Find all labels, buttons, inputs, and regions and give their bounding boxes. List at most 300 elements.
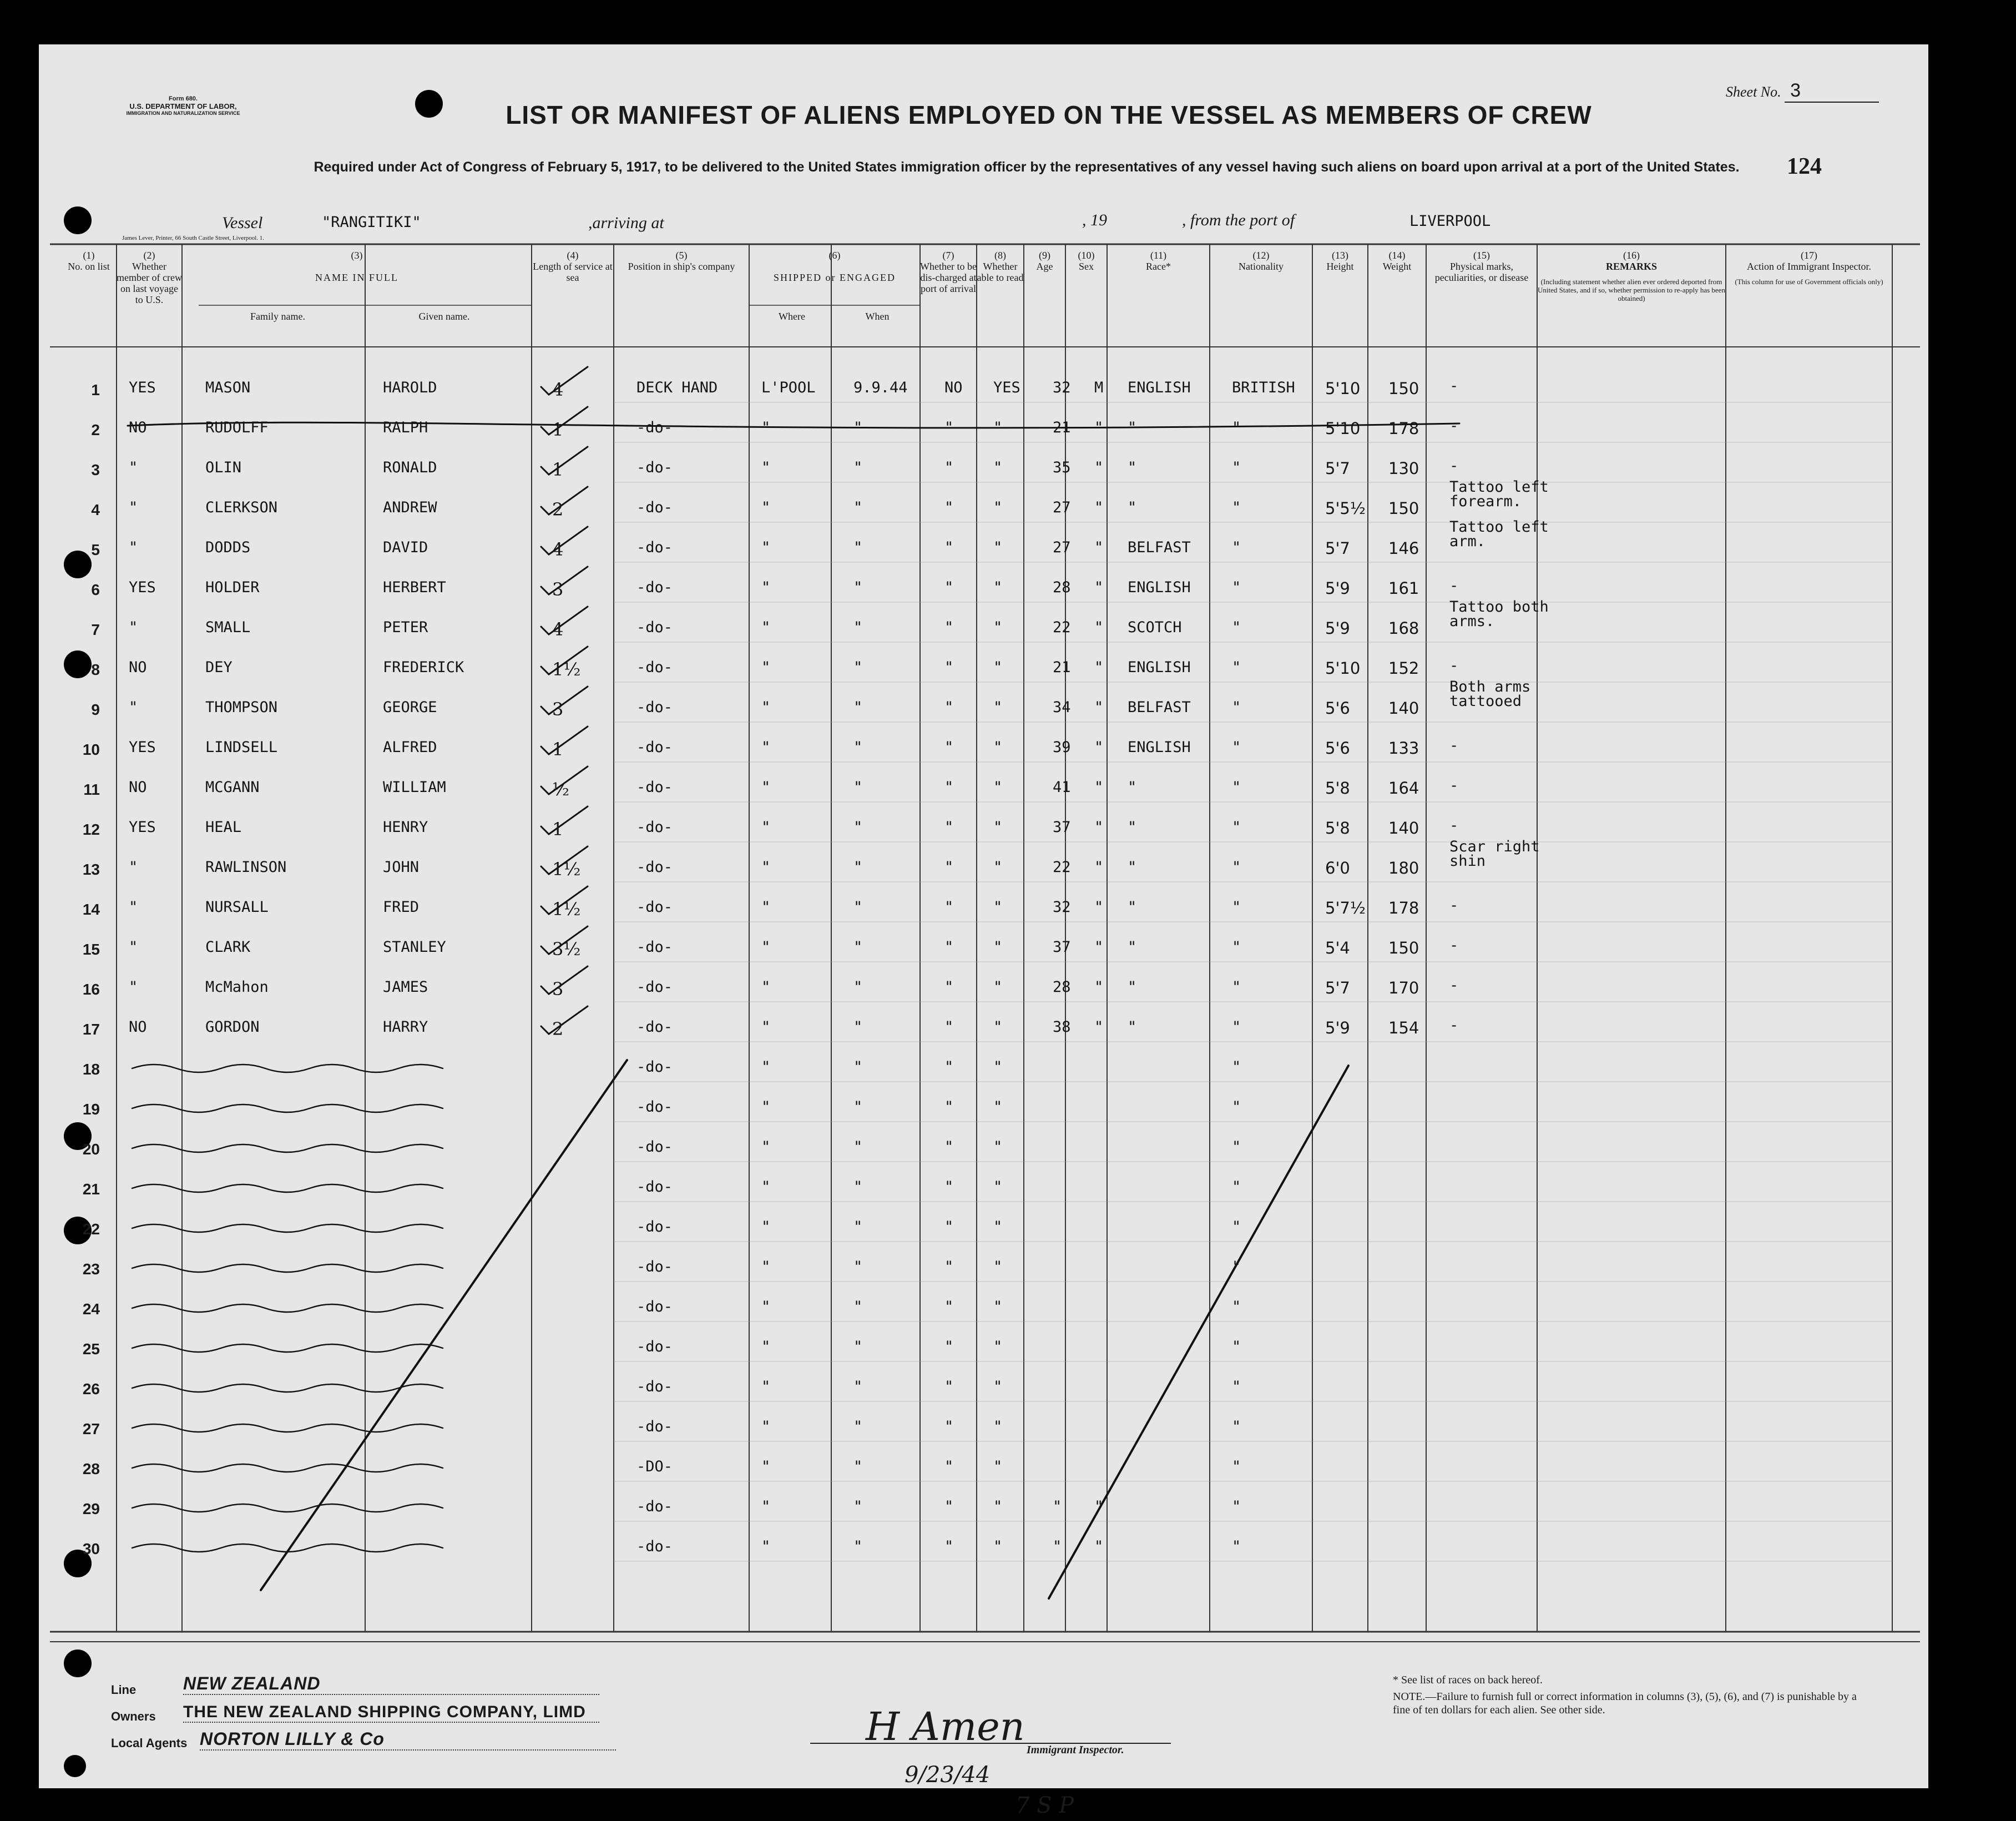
column-header-6 (749, 250, 920, 283)
cell-discharged: " (944, 539, 954, 556)
cell-read: " (993, 579, 1003, 596)
cell-discharged: " (944, 619, 954, 636)
column-subheader: Where (779, 311, 805, 322)
cell-when: " (853, 1498, 863, 1515)
cell-nationality: " (1232, 1378, 1241, 1395)
row-number: 23 (82, 1260, 100, 1278)
cell-where: " (761, 459, 771, 476)
cell-height: 5'8 (1325, 779, 1350, 798)
cell-voyage: YES (129, 739, 156, 756)
cell-read: " (993, 1458, 1003, 1475)
cell-read: " (993, 1178, 1003, 1195)
cell-service: 4 (552, 539, 564, 560)
cell-discharged: " (944, 899, 954, 916)
cell-where: " (761, 539, 771, 556)
cell-height: 5'7 (1325, 978, 1350, 997)
printer-credit: James Lever, Printer, 66 South Castle Street, Liverpool. 1. (122, 235, 265, 241)
cell-service: 3 (552, 579, 564, 600)
cell-weight: 152 (1388, 659, 1419, 678)
cell-discharged: " (944, 1538, 954, 1555)
cell-read: " (993, 1418, 1003, 1435)
cell-where: " (761, 899, 771, 916)
cell-weight: 154 (1388, 1018, 1419, 1037)
column-subheader: (This column for use of Government officials only) (1735, 278, 1883, 286)
cell-age: 39 (1053, 739, 1071, 756)
cell-sex: " (1094, 699, 1104, 716)
cell-service: ½ (552, 779, 570, 800)
cell-nationality: " (1232, 1098, 1241, 1116)
cell-marks: Tattoo left arm. (1449, 518, 1549, 550)
cell-discharged: " (944, 1298, 954, 1315)
cell-discharged: " (944, 1418, 954, 1435)
cell-read: " (993, 1018, 1003, 1036)
cell-given: WILLIAM (383, 779, 446, 796)
cell-position: -do- (636, 1378, 673, 1395)
cell-when: " (853, 1178, 863, 1195)
cell-discharged: " (944, 419, 954, 436)
cell-marks: Both arms tattooed (1449, 678, 1531, 710)
cell-race: ENGLISH (1128, 739, 1191, 756)
cell-height: 5'7½ (1325, 899, 1366, 917)
row-number: 9 (91, 701, 100, 718)
cell-age: 28 (1053, 978, 1071, 996)
cell-read: " (993, 859, 1003, 876)
cell-given: HENRY (383, 819, 428, 836)
cell-when: " (853, 859, 863, 876)
cell-read: " (993, 699, 1003, 716)
cell-nationality: " (1232, 939, 1241, 956)
column-number: (3) (351, 250, 363, 261)
cell-where: " (761, 1138, 771, 1156)
cell-where: " (761, 1298, 771, 1315)
column-label: Whether member of crew on last voyage to U.S. (117, 261, 182, 305)
cell-when: " (853, 1018, 863, 1036)
cell-discharged: " (944, 1258, 954, 1275)
cell-nationality: " (1232, 619, 1241, 636)
cell-race: ENGLISH (1128, 659, 1191, 676)
cell-race: " (1128, 859, 1137, 876)
cell-family: GORDON (205, 1018, 260, 1036)
wavy-cancel-line (132, 1304, 443, 1312)
cell-weight: 178 (1388, 899, 1419, 917)
cell-read: " (993, 1498, 1003, 1515)
race-note: * See list of races on back hereof. (1393, 1674, 1543, 1686)
column-label: No. on list (68, 261, 110, 272)
cell-voyage: " (129, 539, 138, 556)
cell-read: " (993, 1538, 1003, 1555)
cell-nationality: " (1232, 659, 1241, 676)
cell-weight: 150 (1388, 379, 1419, 398)
cell-family: HOLDER (205, 579, 260, 596)
cell-race: " (1128, 499, 1137, 516)
column-label: NAME IN FULL (315, 272, 398, 283)
cell-race: " (1128, 899, 1137, 916)
cell-discharged: " (944, 1178, 954, 1195)
handwritten-date: 9/23/44 (905, 1762, 991, 1788)
cell-service: 2 (552, 499, 564, 520)
cell-position: -DO- (636, 1458, 673, 1475)
cell-voyage: " (129, 619, 138, 636)
cell-family: RUDOLFF (205, 419, 269, 436)
row-number: 16 (82, 981, 100, 998)
cell-family: HEAL (205, 819, 242, 836)
wavy-cancel-line (132, 1344, 443, 1352)
column-header-8 (977, 250, 1024, 283)
cell-nationality: " (1232, 819, 1241, 836)
cell-discharged: " (944, 819, 954, 836)
cell-position: -do- (636, 1538, 673, 1555)
diagonal-cancel-stroke (1049, 1066, 1348, 1598)
cell-age: 22 (1053, 619, 1071, 636)
cell-marks: Scar right shin (1449, 838, 1540, 870)
cell-marks: - (1449, 777, 1459, 794)
cell-family: McMahon (205, 978, 269, 996)
cell-read: " (993, 1058, 1003, 1076)
cell-nationality: " (1232, 739, 1241, 756)
cell-sex: " (1094, 1538, 1104, 1555)
cell-read: YES (993, 379, 1020, 396)
cell-position: -do- (636, 1178, 673, 1195)
cell-where: " (761, 1218, 771, 1235)
cell-voyage: " (129, 699, 138, 716)
cell-read: " (993, 419, 1003, 436)
cell-nationality: " (1232, 1458, 1241, 1475)
cell-discharged: " (944, 1018, 954, 1036)
row-number: 17 (82, 1021, 100, 1038)
column-subheader: (Including statement whether alien ever ordered deported from United States, and if so, whether permission to re-apply has been obtained) (1538, 278, 1725, 302)
cell-age: " (1053, 1498, 1062, 1515)
cell-position: -do- (636, 1218, 673, 1235)
column-header-7 (920, 250, 977, 294)
column-label: Nationality (1239, 261, 1284, 272)
cell-marks: - (1449, 417, 1459, 435)
cell-where: " (761, 1098, 771, 1116)
cell-when: " (853, 1138, 863, 1156)
cell-given: HARRY (383, 1018, 428, 1036)
cell-where: " (761, 619, 771, 636)
cell-service: 1 (552, 419, 564, 440)
column-subheader: Family name. (250, 311, 305, 322)
column-subheader: Given name. (418, 311, 470, 322)
column-header-12 (1210, 250, 1312, 272)
row-number: 30 (82, 1540, 100, 1557)
cell-discharged: " (944, 859, 954, 876)
cell-nationality: " (1232, 1258, 1241, 1275)
check-mark (541, 806, 588, 834)
column-subheader: When (865, 311, 890, 322)
cell-position: -do- (636, 859, 673, 876)
cell-where: " (761, 819, 771, 836)
line-label: Line (111, 1683, 137, 1697)
cell-discharged: " (944, 939, 954, 956)
sheet-number-label: Sheet No. (1726, 84, 1781, 100)
cell-nationality: " (1232, 1138, 1241, 1156)
cell-nationality: " (1232, 1538, 1241, 1555)
cell-race: " (1128, 459, 1137, 476)
cell-position: -do- (636, 1098, 673, 1116)
inspector-label: Immigrant Inspector. (1027, 1744, 1124, 1756)
cell-position: -do- (636, 1258, 673, 1275)
cell-sex: " (1094, 419, 1104, 436)
cell-read: " (993, 779, 1003, 796)
from-port-label: , from the port of (1182, 211, 1295, 229)
cell-sex: " (1094, 579, 1104, 596)
column-label: Length of service at sea (533, 261, 613, 283)
from-port-value: LIVERPOOL (1409, 213, 1491, 230)
cell-service: 2 (552, 1018, 564, 1040)
cell-age: 32 (1053, 899, 1071, 916)
cell-weight: 146 (1388, 539, 1419, 558)
cell-where: " (761, 739, 771, 756)
cell-voyage: YES (129, 379, 156, 396)
cell-when: 9.9.44 (853, 379, 908, 396)
cell-height: 6'0 (1325, 859, 1350, 877)
cell-race: " (1128, 819, 1137, 836)
cell-where: " (761, 1538, 771, 1555)
cell-voyage: NO (129, 659, 147, 676)
cell-when: " (853, 1338, 863, 1355)
cell-position: -do- (636, 819, 673, 836)
cell-position: -do- (636, 619, 673, 636)
cell-age: 27 (1053, 499, 1071, 516)
cell-position: -do- (636, 939, 673, 956)
cell-sex: " (1094, 899, 1104, 916)
cell-age: 28 (1053, 579, 1071, 596)
cell-position: -do- (636, 1418, 673, 1435)
cell-weight: 180 (1388, 859, 1419, 877)
cell-age: 38 (1053, 1018, 1071, 1036)
page-title: LIST OR MANIFEST OF ALIENS EMPLOYED ON THE VESSEL AS MEMBERS OF CREW (506, 100, 1592, 129)
cell-discharged: " (944, 699, 954, 716)
cell-position: -do- (636, 1338, 673, 1355)
cell-discharged: " (944, 779, 954, 796)
row-number: 3 (91, 461, 100, 478)
row-number: 18 (82, 1061, 100, 1078)
cell-where: " (761, 1258, 771, 1275)
column-number: (5) (675, 250, 688, 261)
cell-given: FREDERICK (383, 659, 464, 676)
cell-given: PETER (383, 619, 428, 636)
cell-height: 5'10 (1325, 379, 1361, 398)
page-subtitle: Required under Act of Congress of February 5, 1917, to be delivered to the United States immigration officer by the representatives of any vessel having such aliens on board upon arrival at a port of the United States. (314, 159, 1740, 175)
cell-family: CLERKSON (205, 499, 278, 516)
row-number: 4 (91, 501, 100, 518)
cell-given: ANDREW (383, 499, 437, 516)
column-label: Height (1326, 261, 1354, 272)
cell-discharged: " (944, 1218, 954, 1235)
cell-weight: 140 (1388, 699, 1419, 718)
cell-discharged: " (944, 978, 954, 996)
check-mark (541, 687, 588, 714)
cell-age: 37 (1053, 939, 1071, 956)
cell-voyage: " (129, 978, 138, 996)
cell-weight: 164 (1388, 779, 1419, 798)
row-number: 29 (82, 1500, 100, 1517)
cell-voyage: YES (129, 819, 156, 836)
cell-marks: - (1449, 657, 1459, 674)
check-mark (541, 567, 588, 594)
check-mark (541, 367, 588, 395)
cell-family: SMALL (205, 619, 251, 636)
cell-position: -do- (636, 419, 673, 436)
cell-voyage: NO (129, 779, 147, 796)
cell-nationality: " (1232, 699, 1241, 716)
cell-read: " (993, 739, 1003, 756)
inspector-signature: H Amen (866, 1704, 1025, 1749)
column-number: (17) (1801, 250, 1817, 261)
cell-family: MASON (205, 379, 251, 396)
cell-position: -do- (636, 539, 673, 556)
cell-position: -do- (636, 1138, 673, 1156)
cell-position: -do- (636, 1298, 673, 1315)
cell-nationality: " (1232, 859, 1241, 876)
column-label: Position in ship's company (628, 261, 735, 272)
cell-family: THOMPSON (205, 699, 278, 716)
cell-discharged: " (944, 499, 954, 516)
cell-nationality: " (1232, 1298, 1241, 1315)
cell-when: " (853, 699, 863, 716)
cell-position: -do- (636, 1018, 673, 1036)
cell-position: -do- (636, 699, 673, 716)
cell-when: " (853, 1258, 863, 1275)
check-mark (541, 1006, 588, 1034)
cell-sex: " (1094, 859, 1104, 876)
cell-age: 21 (1053, 419, 1071, 436)
cell-weight: 178 (1388, 419, 1419, 438)
row-number: 15 (82, 941, 100, 958)
cell-family: RAWLINSON (205, 859, 287, 876)
cell-marks: Tattoo both arms. (1449, 598, 1549, 630)
column-label: Whether to be dis-charged at port of arrival (920, 261, 977, 294)
cell-weight: 140 (1388, 819, 1419, 838)
column-label: Physical marks, peculiarities, or disease (1434, 261, 1529, 283)
cell-nationality: " (1232, 1218, 1241, 1235)
cell-where: " (761, 1498, 771, 1515)
column-header-4 (532, 250, 614, 283)
column-header-3 (182, 250, 532, 283)
form-identifier: Form 680. U.S. DEPARTMENT OF LABOR, IMMIGRATION AND NATURALIZATION SERVICE (126, 95, 240, 116)
cell-age: 21 (1053, 659, 1071, 676)
column-label: Whether able to read (977, 261, 1024, 283)
cell-nationality: " (1232, 899, 1241, 916)
cell-height: 5'6 (1325, 739, 1350, 758)
check-mark (541, 966, 588, 994)
cell-given: HERBERT (383, 579, 446, 596)
cell-nationality: " (1232, 978, 1241, 996)
cell-sex: " (1094, 539, 1104, 556)
cell-nationality: " (1232, 459, 1241, 476)
cell-position: -do- (636, 1058, 673, 1076)
wavy-cancel-line (132, 1424, 443, 1432)
cell-service: 1½ (552, 899, 581, 920)
column-number: (7) (942, 250, 954, 261)
cell-when: " (853, 819, 863, 836)
cell-given: ALFRED (383, 739, 437, 756)
column-number: (11) (1150, 250, 1167, 261)
cell-where: " (761, 978, 771, 996)
wavy-cancel-line (132, 1224, 443, 1232)
cell-age: 35 (1053, 459, 1071, 476)
check-mark (541, 447, 588, 475)
cell-when: " (853, 779, 863, 796)
cell-voyage: " (129, 499, 138, 516)
cell-weight: 161 (1388, 579, 1419, 598)
cell-position: -do- (636, 1498, 673, 1515)
vessel-value: "RANGITIKI" (322, 214, 421, 231)
row-number: 20 (82, 1141, 100, 1158)
cell-read: " (993, 1138, 1003, 1156)
cell-marks: - (1449, 737, 1459, 754)
cell-where: L'POOL (761, 379, 816, 396)
cell-where: " (761, 579, 771, 596)
cell-read: " (993, 978, 1003, 996)
cell-when: " (853, 579, 863, 596)
column-header-17 (1726, 250, 1892, 272)
cell-read: " (993, 819, 1003, 836)
cell-weight: 150 (1388, 499, 1419, 518)
cell-nationality: " (1232, 1338, 1241, 1355)
wavy-cancel-line (132, 1464, 443, 1472)
cell-family: CLARK (205, 939, 251, 956)
cell-when: " (853, 1418, 863, 1435)
cell-service: 3½ (552, 939, 581, 960)
cell-where: " (761, 779, 771, 796)
year-label: , 19 (1082, 211, 1107, 229)
cell-age: 27 (1053, 539, 1071, 556)
cell-read: " (993, 899, 1003, 916)
cell-where: " (761, 419, 771, 436)
cell-position: -do- (636, 739, 673, 756)
wavy-cancel-line (132, 1104, 443, 1112)
cell-service: 4 (552, 379, 564, 400)
column-number: (8) (994, 250, 1006, 261)
row-number: 14 (82, 901, 100, 918)
row-number: 22 (82, 1220, 100, 1238)
column-header-2 (117, 250, 182, 305)
cell-voyage: YES (129, 579, 156, 596)
cell-given: HAROLD (383, 379, 437, 396)
cell-discharged: " (944, 739, 954, 756)
cell-voyage: NO (129, 1018, 147, 1036)
diagonal-cancel-stroke (261, 1060, 627, 1590)
row-number: 26 (82, 1380, 100, 1398)
cell-service: 1 (552, 739, 564, 760)
cell-position: -do- (636, 459, 673, 476)
cell-when: " (853, 1058, 863, 1076)
cell-service: 4 (552, 619, 564, 640)
cell-voyage: " (129, 899, 138, 916)
owners-label: Owners (111, 1709, 156, 1723)
cell-sex: " (1094, 939, 1104, 956)
cell-position: DECK HAND (636, 379, 718, 396)
cell-marks: - (1449, 457, 1459, 475)
cell-weight: 133 (1388, 739, 1419, 758)
cell-where: " (761, 859, 771, 876)
cell-race: ENGLISH (1128, 579, 1191, 596)
cell-marks: Tattoo left forearm. (1449, 478, 1549, 510)
column-label: Action of Immigrant Inspector. (1747, 261, 1871, 272)
cell-read: " (993, 939, 1003, 956)
row-number: 24 (82, 1300, 100, 1318)
cell-where: " (761, 1058, 771, 1076)
cell-nationality: " (1232, 1058, 1241, 1076)
cell-discharged: " (944, 1058, 954, 1076)
page-number: 124 (1787, 154, 1822, 179)
cell-nationality: " (1232, 1018, 1241, 1036)
cell-height: 5'7 (1325, 459, 1350, 478)
cell-where: " (761, 1418, 771, 1435)
wavy-cancel-line (132, 1144, 443, 1152)
